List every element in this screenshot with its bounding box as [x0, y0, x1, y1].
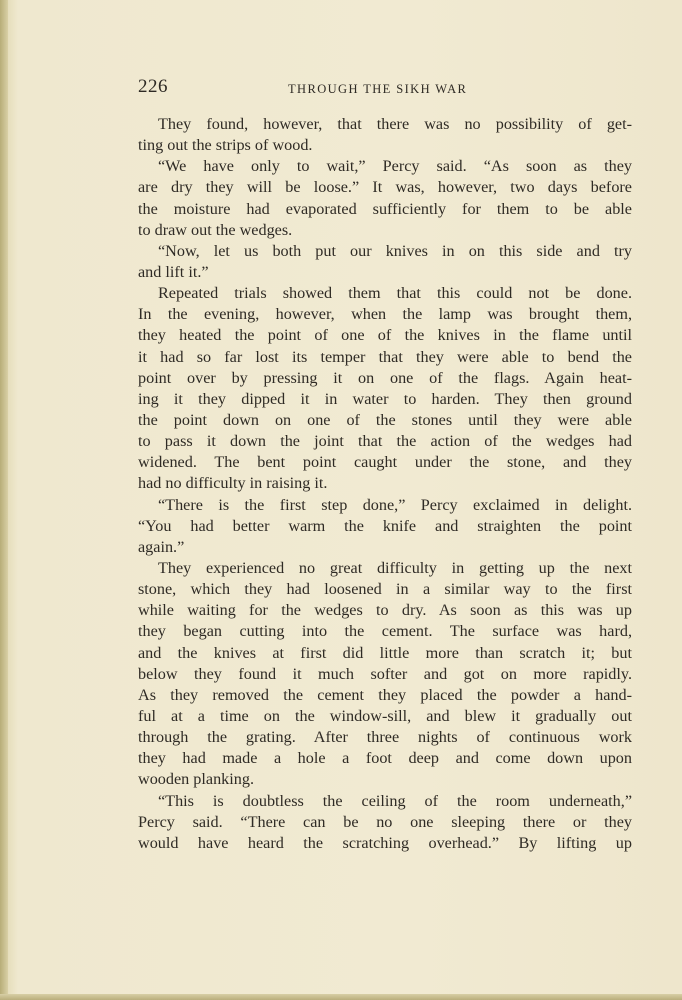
text-line: wooden planking.: [138, 770, 254, 789]
text-line: They experienced no great difficulty in getting up the next: [158, 558, 632, 577]
running-head: [138, 76, 632, 100]
text-line: ful at a time on the window-sill, and blew it gradually out: [138, 706, 632, 725]
page-gutter: [0, 0, 8, 1000]
text-line: the point down on one of the stones until they were able: [138, 410, 632, 429]
text-line: As they removed the cement they placed the powder a hand-: [138, 685, 632, 704]
text-line: would have heard the scratching overhead.” By lifting up: [138, 833, 632, 852]
text-line: again.”: [138, 537, 185, 556]
text-line: and lift it.”: [138, 262, 209, 281]
text-line: Repeated trials showed them that this could not be done.: [158, 284, 632, 303]
text-line: are dry they will be loose.” It was, however, two days before: [138, 178, 632, 197]
text-line: it had so far lost its temper that they were able to bend the: [138, 347, 632, 366]
text-line: They found, however, that there was no possibility of get-: [158, 115, 632, 133]
running-title: THROUGH THE SIKH WAR: [288, 82, 468, 96]
text-line: “You had better warm the knife and straighten the point: [138, 516, 632, 535]
text-line: had no difficulty in raising it.: [138, 474, 328, 493]
text-line: while waiting for the wedges to dry. As soon as this was up: [138, 601, 632, 620]
text-line: through the grating. After three nights of continuous work: [138, 728, 632, 747]
body-text: [138, 114, 632, 854]
text-line: In the evening, however, when the lamp was brought them,: [138, 305, 632, 324]
text-line: they heated the point of one of the knives in the flame until: [138, 326, 632, 345]
text-line: Percy said. “There can be no one sleeping there or they: [138, 812, 632, 831]
text-line: “Now, let us both put our knives in on this side and try: [158, 241, 632, 260]
text-line: “This is doubtless the ceiling of the room underneath,”: [158, 791, 632, 810]
text-line: to pass it down the joint that the action of the wedges had: [138, 432, 632, 451]
text-line: the moisture had evaporated sufficiently for them to be able: [138, 199, 632, 218]
text-line: “We have only to wait,” Percy said. “As soon as they: [158, 157, 632, 176]
page-bottom-edge: [0, 994, 682, 1000]
text-line: “There is the first step done,” Percy exclaimed in delight.: [158, 495, 632, 514]
text-line: ing it they dipped it in water to harden. They then ground: [138, 389, 632, 408]
text-line: to draw out the wedges.: [138, 220, 293, 239]
text-line: stone, which they had loosened in a similar way to the first: [138, 580, 632, 599]
text-line: they began cutting into the cement. The surface was hard,: [138, 622, 632, 641]
text-line: below they found it much softer and got on more rapidly.: [138, 664, 632, 683]
text-line: and the knives at first did little more than scratch it; but: [138, 643, 632, 662]
page-number: 226: [138, 76, 168, 97]
text-line: ting out the strips of wood.: [138, 136, 313, 155]
text-line: they had made a hole a foot deep and come down upon: [138, 749, 632, 768]
text-line: widened. The bent point caught under the stone, and they: [138, 453, 632, 472]
text-line: point over by pressing it on one of the flags. Again heat-: [138, 368, 632, 387]
